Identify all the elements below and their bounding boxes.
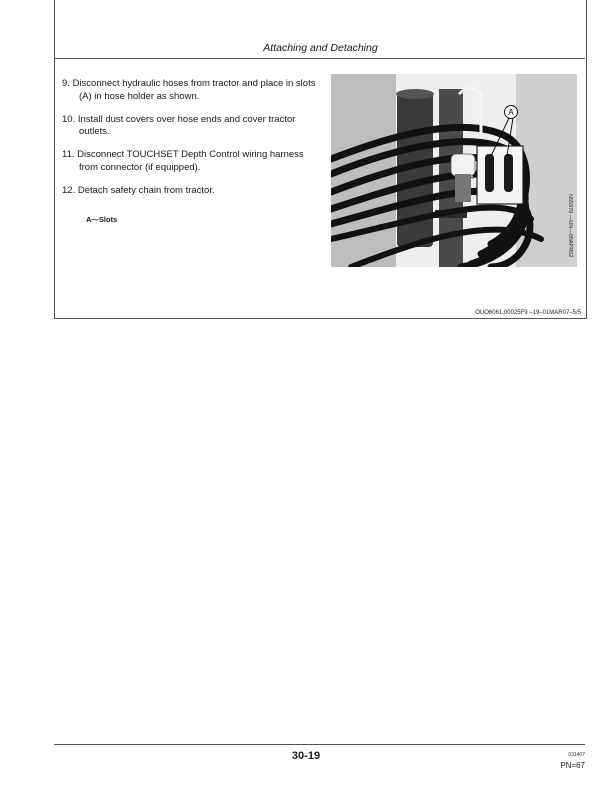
footer-pn: PN=67	[560, 761, 585, 770]
step-text: Detach safety chain from tractor.	[77, 184, 215, 196]
step-item	[62, 185, 324, 198]
step-number: 12.	[62, 184, 76, 196]
step-number: 10.	[62, 113, 76, 125]
step-text: Install dust covers over hose ends and cover tractor outlets.	[77, 113, 296, 137]
step-number: 11.	[62, 149, 75, 160]
figure-legend: A—Slots	[86, 215, 118, 224]
step-item	[62, 114, 324, 139]
hose-holder-photo	[331, 74, 577, 267]
step-text: Disconnect hydraulic hoses from tractor and place in slots (A) in hose holder as shown.	[72, 78, 316, 102]
photo-id: N55970 —UN—05APR02	[567, 194, 573, 258]
step-text: Disconnect TOUCHSET Depth Control wiring harness from connector (if equipped).	[77, 149, 304, 173]
title-divider	[54, 58, 585, 59]
footer-code: 031407	[568, 752, 585, 758]
step-item	[62, 78, 324, 103]
instruction-steps	[62, 78, 324, 208]
page-number: 30-19	[291, 750, 321, 762]
reference-code: OUO6061,00025F9 –19–01MAR07–5/5	[475, 310, 581, 316]
footer-divider	[54, 744, 585, 745]
step-number: 9.	[62, 78, 70, 89]
callout-letter: A	[508, 108, 514, 117]
section-title: Attaching and Detaching	[263, 42, 378, 54]
step-item	[62, 149, 324, 174]
